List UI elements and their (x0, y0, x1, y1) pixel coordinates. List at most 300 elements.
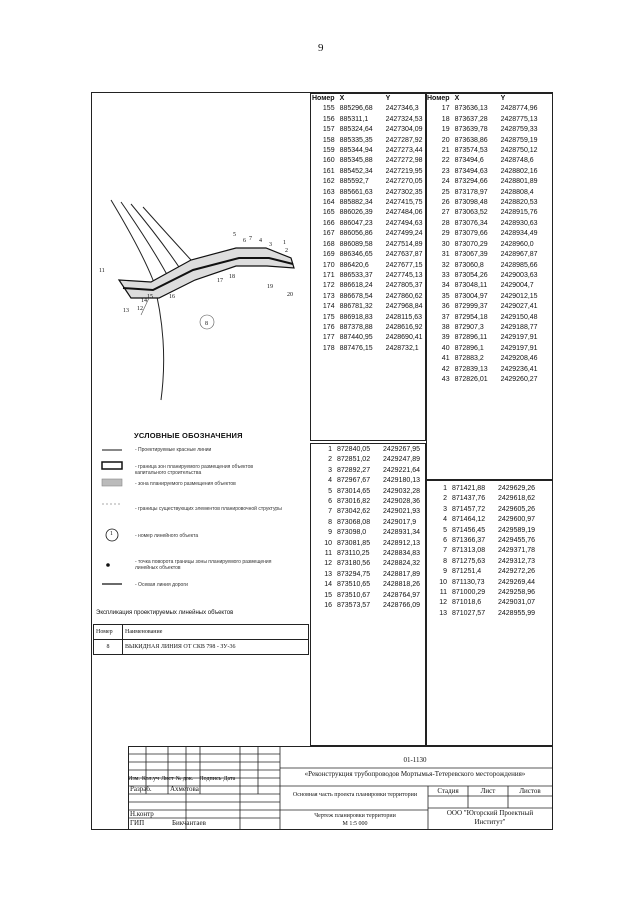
cell-y: 2428759,33 (500, 126, 538, 134)
page-number: 9 (318, 42, 324, 54)
stamp-section: Основная часть проекта планировки территории (292, 792, 418, 798)
stamp-org: ООО "Югорский Проектный Институт" (446, 809, 534, 826)
cell-x: 873016,82 (337, 498, 371, 506)
cell-x: 885882,34 (339, 199, 373, 207)
legend-item-road-axis: - Осевая линия дороги (135, 582, 188, 588)
site-plan-map (91, 190, 311, 410)
map-label-17: 17 (217, 278, 223, 284)
cell-y: 2429618,62 (498, 495, 535, 503)
cell-x: 871000,29 (452, 589, 486, 597)
cell-y: 2429589,19 (498, 526, 535, 534)
cell-y: 2428732,1 (385, 344, 419, 352)
stamp-developer-label: Разраб. (130, 785, 152, 793)
turn-point-icon (106, 563, 110, 567)
cell-x: 873048,11 (454, 282, 488, 290)
cell-n: 9 (443, 568, 447, 576)
cell-x: 873067,39 (454, 251, 488, 259)
cell-y: 2427219,95 (385, 167, 423, 175)
cell-x: 873510,65 (337, 581, 371, 589)
legend-symbols (100, 446, 130, 596)
cell-x: 872892,27 (337, 466, 371, 474)
cell-y: 2427860,62 (385, 292, 423, 300)
cell-x: 873494,6 (454, 157, 484, 165)
table-frame-right-lower (426, 480, 553, 746)
cell-x: 886918,83 (339, 313, 373, 321)
cell-n: 6 (443, 537, 447, 545)
cell-x: 872883,2 (454, 355, 484, 363)
cell-x: 885345,88 (339, 157, 373, 165)
cell-x: 873060,8 (454, 261, 484, 269)
cell-x: 871456,45 (452, 526, 486, 534)
cell-y: 2427484,06 (385, 209, 423, 217)
cell-n: 1 (443, 485, 447, 492)
cell-y: 2428915,76 (500, 209, 538, 217)
cell-x: 873573,57 (337, 602, 371, 610)
cell-x: 873070,29 (454, 240, 488, 248)
cell-n: 39 (441, 334, 450, 342)
cell-n: 20 (441, 136, 450, 144)
cell-y: 2428801,89 (500, 178, 538, 186)
legend-title: УСЛОВНЫЕ ОБОЗНАЧЕНИЯ (134, 431, 243, 440)
explication-row-num: 8 (94, 640, 123, 655)
cell-y: 2429032,28 (383, 487, 420, 495)
col-header-x: X (339, 95, 345, 102)
stamp-nkontr-label: Н.контр (130, 810, 154, 818)
map-label-11: 11 (99, 268, 105, 274)
cell-n: 3 (443, 505, 447, 513)
cell-n: 10 (439, 578, 447, 586)
map-label-3: 3 (269, 242, 272, 248)
cell-n: 176 (322, 323, 335, 331)
cell-n: 163 (322, 188, 335, 196)
cell-y: 2428967,87 (500, 251, 538, 259)
cell-y: 2429021,93 (383, 508, 420, 516)
cell-n: 17 (441, 105, 450, 113)
cell-y: 2429247,89 (383, 456, 420, 464)
cell-y: 2428931,34 (383, 529, 420, 537)
cell-x: 871464,12 (452, 516, 486, 524)
cell-y: 2429003,63 (500, 271, 538, 279)
cell-y: 2427304,09 (385, 126, 423, 134)
cell-n: 162 (322, 178, 335, 186)
cell-x: 873004,97 (454, 292, 488, 300)
cell-n: 6 (328, 498, 332, 506)
cell-x: 873042,62 (337, 508, 371, 516)
cell-x: 873294,75 (337, 570, 371, 578)
cell-n: 42 (441, 365, 450, 373)
cell-n: 24 (441, 178, 450, 186)
col-header-num: Номер (312, 95, 335, 102)
cell-x: 872896,11 (454, 334, 488, 342)
map-label-8: 8 (205, 321, 208, 327)
cell-n: 168 (322, 240, 335, 248)
stamp-col-koluch: Кол.уч (141, 776, 160, 782)
cell-n: 35 (441, 292, 450, 300)
cell-n: 26 (441, 199, 450, 207)
cell-x: 885335,35 (339, 136, 373, 144)
cell-n: 171 (322, 271, 335, 279)
cell-y: 2427677,15 (385, 261, 423, 269)
zone-boundary-icon (102, 462, 122, 469)
map-label-12: 12 (137, 306, 143, 312)
explication-table (93, 624, 309, 655)
cell-x: 886346,65 (339, 251, 373, 259)
cell-n: 33 (441, 271, 450, 279)
cell-n: 31 (441, 251, 450, 259)
map-label-4: 4 (259, 238, 262, 244)
cell-n: 41 (441, 355, 450, 363)
cell-x: 873180,56 (337, 560, 371, 568)
cell-y: 2428985,66 (500, 261, 538, 269)
cell-x: 872896,1 (454, 344, 484, 352)
cell-y: 2428115,63 (385, 313, 423, 321)
cell-y: 2428824,32 (383, 560, 420, 568)
cell-y: 2429017,9 (383, 518, 417, 526)
stamp-sheets: Листов (519, 787, 541, 795)
cell-x: 872840,05 (337, 446, 371, 453)
cell-y: 2427324,53 (385, 115, 423, 123)
cell-n: 27 (441, 209, 450, 217)
cell-n: 25 (441, 188, 450, 196)
cell-y: 2427415,75 (385, 199, 423, 207)
legend-item-zone: - зона планируемого размещения объектов (135, 481, 236, 487)
cell-n: 157 (322, 126, 335, 134)
cell-x: 871313,08 (452, 547, 486, 555)
cell-n: 4 (328, 477, 332, 485)
stamp-developer: Ахметова (170, 785, 199, 793)
legend-item-zone-boundary: - граница зон планируемого размещения объектов капитального строительства (135, 464, 254, 476)
map-label-1: 1 (283, 240, 286, 246)
stamp-col-list: Лист (161, 776, 174, 782)
cell-n: 30 (441, 240, 450, 248)
cell-n: 174 (322, 303, 335, 311)
cell-n: 21 (441, 147, 450, 155)
cell-y: 2428764,97 (383, 591, 420, 599)
stamp-project: «Реконструкция трубопроводов Мортымья-Тетеревского месторождения» (304, 770, 526, 778)
map-label-20: 20 (287, 292, 293, 298)
cell-y: 2428766,09 (383, 602, 420, 610)
cell-x: 886089,58 (339, 240, 373, 248)
legend-item-object-number: - номер линейного объекта (135, 533, 199, 539)
cell-y: 2428690,41 (385, 334, 423, 342)
cell-x: 873639,78 (454, 126, 488, 134)
cell-n: 161 (322, 167, 335, 175)
cell-n: 170 (322, 261, 335, 269)
cell-n: 7 (443, 547, 447, 555)
cell-x: 886056,86 (339, 230, 373, 238)
cell-x: 872839,13 (454, 365, 488, 373)
cell-n: 34 (441, 282, 450, 290)
map-label-14: 14 (141, 298, 147, 304)
cell-y: 2427272,98 (385, 157, 423, 165)
cell-y: 2427494,63 (385, 219, 423, 227)
cell-x: 872999,37 (454, 303, 488, 311)
stamp-sheet: Лист (480, 787, 496, 795)
cell-n: 11 (439, 589, 447, 597)
cell-n: 10 (324, 539, 332, 547)
cell-y: 2429208,46 (500, 355, 538, 363)
cell-x: 886781,32 (339, 303, 373, 311)
cell-y: 2429236,41 (500, 365, 538, 373)
stamp-gip: Бикчантаев (172, 819, 206, 827)
cell-n: 28 (441, 219, 450, 227)
cell-y: 2427514,89 (385, 240, 423, 248)
cell-x: 886678,54 (339, 292, 373, 300)
cell-n: 14 (324, 581, 332, 589)
map-label-2: 2 (285, 248, 288, 254)
cell-x: 887378,88 (339, 323, 373, 331)
cell-n: 164 (322, 199, 335, 207)
cell-y: 2427637,87 (385, 251, 423, 259)
cell-x: 873098,48 (454, 199, 488, 207)
cell-x: 885592,7 (339, 178, 369, 186)
cell-x: 873178,97 (454, 188, 488, 196)
cell-x: 871275,63 (452, 557, 486, 565)
cell-n: 37 (441, 313, 450, 321)
cell-n: 1 (328, 446, 332, 453)
cell-y: 2429605,26 (498, 505, 535, 513)
cell-x: 886618,24 (339, 282, 373, 290)
cell-y: 2429455,76 (498, 537, 535, 545)
col-header-y: Y (500, 95, 506, 102)
cell-n: 159 (322, 147, 335, 155)
map-label-13: 13 (123, 308, 129, 314)
cell-x: 871437,76 (452, 495, 486, 503)
cell-y: 2428775,13 (500, 115, 538, 123)
stamp-code: 01-1130 (403, 756, 427, 764)
explication-row-name: ВЫКИДНАЯ ЛИНИЯ ОТ СКВ 798 - ЗУ-36 (123, 640, 309, 655)
cell-y: 2429031,07 (498, 599, 535, 607)
cell-n: 8 (443, 557, 447, 565)
explication-col-name: Наименование (123, 625, 309, 640)
stamp-drawing: Чертеж планировки территории (314, 813, 396, 819)
cell-x: 873636,13 (454, 105, 488, 113)
legend-item-structure: - границы существующих элементов планировочной структуры (135, 506, 282, 512)
cell-n: 2 (443, 495, 447, 503)
cell-y: 2429027,41 (500, 303, 538, 311)
cell-n: 40 (441, 344, 450, 352)
table-frame-left-upper (310, 93, 426, 441)
cell-x: 873063,52 (454, 209, 488, 217)
cell-x: 886420,6 (339, 261, 369, 269)
cell-y: 2429197,91 (500, 334, 538, 342)
cell-y: 2428802,16 (500, 167, 538, 175)
cell-n: 4 (443, 516, 447, 524)
cell-y: 2429028,36 (383, 498, 420, 506)
cell-x: 871421,88 (452, 485, 486, 492)
cell-x: 871130,73 (452, 578, 485, 586)
cell-x: 885452,34 (339, 167, 373, 175)
legend-item-turn-point: - точка поворота границы зоны планируемого размещения линейных объектов (135, 559, 272, 571)
map-label-18: 18 (229, 274, 235, 280)
stamp-col-headers (128, 776, 235, 782)
stamp-col-sign: Подпись (199, 776, 222, 782)
cell-x: 872967,67 (337, 477, 371, 485)
cell-n: 19 (441, 126, 450, 134)
cell-x: 872907,3 (454, 323, 484, 331)
cell-x: 887476,15 (339, 344, 373, 352)
cell-y: 2428930,63 (500, 219, 538, 227)
cell-n: 5 (328, 487, 332, 495)
cell-x: 873054,26 (454, 271, 488, 279)
cell-y: 2427273,44 (385, 147, 423, 155)
cell-n: 156 (322, 115, 335, 123)
cell-y: 2427745,13 (385, 271, 423, 279)
cell-x: 871027,57 (452, 609, 486, 617)
cell-y: 2427302,35 (385, 188, 423, 196)
cell-n: 166 (322, 219, 335, 227)
cell-x: 873574,53 (454, 147, 488, 155)
cell-x: 872826,01 (454, 375, 488, 383)
cell-x: 871251,4 (452, 568, 482, 576)
map-label-19: 19 (267, 284, 273, 290)
cell-x: 873637,28 (454, 115, 488, 123)
cell-x: 872851,02 (337, 456, 371, 464)
col-header-x: X (454, 95, 460, 102)
map-label-7: 7 (249, 236, 252, 242)
cell-n: 11 (324, 550, 332, 558)
stamp-col-doc: № док. (175, 776, 194, 782)
cell-x: 886026,39 (339, 209, 373, 217)
cell-x: 887440,95 (339, 334, 373, 342)
cell-y: 2429600,97 (498, 516, 535, 524)
cell-n: 15 (324, 591, 332, 599)
map-label-5: 5 (233, 232, 236, 238)
cell-y: 2429221,64 (383, 466, 420, 474)
cell-n: 12 (439, 599, 447, 607)
cell-y: 2429012,15 (500, 292, 538, 300)
cell-y: 2429258,96 (498, 589, 535, 597)
cell-n: 38 (441, 323, 450, 331)
cell-n: 22 (441, 157, 450, 165)
cell-n: 2 (328, 456, 332, 464)
cell-n: 8 (328, 518, 332, 526)
cell-n: 43 (441, 375, 450, 383)
cell-n: 173 (322, 292, 335, 300)
stamp-col-izm: Изм. (128, 776, 140, 782)
cell-y: 2429371,78 (498, 547, 535, 555)
cell-x: 885661,63 (339, 188, 373, 196)
cell-y: 2428774,96 (500, 105, 538, 113)
cell-n: 177 (322, 334, 335, 342)
cell-n: 7 (328, 508, 332, 516)
cell-n: 16 (324, 602, 332, 610)
cell-y: 2427968,84 (385, 303, 423, 311)
cell-x: 873014,65 (337, 487, 371, 495)
cell-y: 2427270,05 (385, 178, 423, 186)
cell-y: 2428955,99 (498, 609, 535, 617)
cell-y: 2428808,4 (500, 188, 534, 196)
cell-n: 3 (328, 466, 332, 474)
cell-y: 2429188,77 (500, 323, 538, 331)
cell-y: 2427346,3 (385, 105, 419, 113)
cell-n: 5 (443, 526, 447, 534)
legend-item-red-lines: - Проектируемые красные линии (135, 447, 212, 453)
cell-x: 885344,94 (339, 147, 373, 155)
cell-x: 873494,63 (454, 167, 488, 175)
cell-y: 2428820,53 (500, 199, 538, 207)
cell-y: 2427287,92 (385, 136, 423, 144)
cell-y: 2428748,6 (500, 157, 534, 165)
cell-y: 2427499,24 (385, 230, 423, 238)
cell-x: 873076,34 (454, 219, 488, 227)
cell-x: 873068,08 (337, 518, 371, 526)
cell-y: 2428750,12 (500, 147, 538, 155)
cell-n: 175 (322, 313, 335, 321)
cell-x: 873098,0 (337, 529, 367, 537)
stamp-scale: М 1:5 000 (342, 821, 368, 827)
cell-y: 2429180,13 (383, 477, 420, 485)
cell-y: 2428616,92 (385, 323, 423, 331)
zone-hatch-icon (102, 479, 122, 486)
cell-n: 23 (441, 167, 450, 175)
cell-y: 2429629,26 (498, 485, 535, 492)
cell-x: 886533,37 (339, 271, 373, 279)
cell-y: 2428818,26 (383, 581, 420, 589)
cell-y: 2429197,91 (500, 344, 538, 352)
cell-n: 36 (441, 303, 450, 311)
cell-x: 873294,66 (454, 178, 488, 186)
cell-x: 873079,66 (454, 230, 488, 238)
cell-n: 13 (439, 609, 447, 617)
cell-x: 871366,37 (452, 537, 486, 545)
cell-x: 873510,67 (337, 591, 371, 599)
stamp-gip-label: ГИП (130, 819, 145, 827)
cell-y: 2428960,0 (500, 240, 534, 248)
cell-y: 2429004,7 (500, 282, 534, 290)
cell-n: 169 (322, 251, 335, 259)
cell-x: 871018,6 (452, 599, 482, 607)
cell-y: 2429260,27 (500, 375, 538, 383)
cell-x: 885311,1 (339, 115, 369, 123)
table-frame-left-lower (310, 443, 426, 746)
cell-n: 172 (322, 282, 335, 290)
cell-n: 165 (322, 209, 335, 217)
cell-y: 2427805,37 (385, 282, 423, 290)
explication-col-num: Номер (94, 625, 123, 640)
cell-n: 167 (322, 230, 335, 238)
cell-y: 2428759,19 (500, 136, 538, 144)
col-header-y: Y (385, 95, 391, 102)
legend-circle-number: 1 (110, 531, 113, 537)
cell-x: 885324,64 (339, 126, 373, 134)
cell-x: 872954,18 (454, 313, 488, 321)
cell-y: 2429272,26 (498, 568, 535, 576)
cell-x: 871457,72 (452, 505, 486, 513)
cell-y: 2428817,89 (383, 570, 420, 578)
cell-y: 2428934,49 (500, 230, 538, 238)
map-label-16: 16 (169, 294, 175, 300)
stamp-col-date: Дата (223, 776, 236, 782)
cell-n: 160 (322, 157, 335, 165)
cell-n: 12 (324, 560, 332, 568)
stamp-stage: Стадия (437, 787, 459, 795)
cell-y: 2428912,13 (383, 539, 420, 547)
table-frame-right-upper (426, 93, 553, 480)
cell-n: 18 (441, 115, 450, 123)
col-header-num: Номер (427, 95, 450, 102)
cell-x: 885296,68 (339, 105, 373, 113)
cell-n: 178 (322, 344, 335, 352)
cell-n: 13 (324, 570, 332, 578)
cell-y: 2429269,44 (498, 578, 535, 586)
cell-y: 2429267,95 (383, 446, 420, 453)
map-label-6: 6 (243, 238, 246, 244)
map-label-15: 15 (147, 294, 153, 300)
cell-n: 155 (322, 105, 335, 113)
cell-x: 873638,86 (454, 136, 488, 144)
cell-x: 886047,23 (339, 219, 373, 227)
